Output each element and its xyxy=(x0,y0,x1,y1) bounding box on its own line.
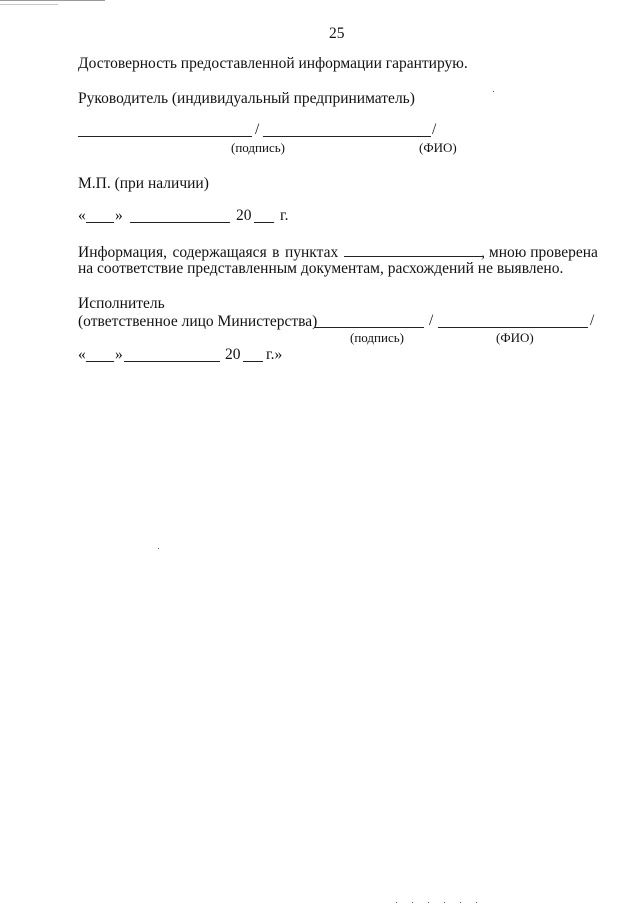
executor-date-year-line xyxy=(243,361,263,362)
executor-fio-caption: (ФИО) xyxy=(496,330,534,345)
executor-date-close-quote: » xyxy=(115,346,123,363)
executor-slash-1: / xyxy=(429,312,434,329)
info-word-4: пунктах xyxy=(284,244,339,261)
scan-speck xyxy=(158,548,159,549)
info-items-blank xyxy=(344,242,482,257)
executor-signature-caption: (подпись) xyxy=(350,330,404,345)
head-fio-line xyxy=(263,136,431,137)
executor-date-open-quote: « xyxy=(78,346,86,363)
scan-speck xyxy=(412,902,413,903)
head-signature-caption: (подпись) xyxy=(231,140,285,155)
seal-label: М.П. (при наличии) xyxy=(78,175,209,192)
guarantee-statement: Достоверность предоставленной информации гарантирую. xyxy=(78,55,468,72)
executor-label: Исполнитель xyxy=(78,295,165,312)
head-signature-line xyxy=(78,136,252,137)
executor-date-year-prefix: 20 xyxy=(225,346,241,363)
executor-fio-line xyxy=(438,327,588,328)
scan-speck xyxy=(428,902,429,903)
scan-speck xyxy=(444,902,445,903)
scan-speck xyxy=(396,902,397,903)
info-word-3: в xyxy=(272,244,280,261)
head-slash-2: / xyxy=(432,121,437,138)
info-paragraph-line-2: на соответствие представленным документам, расхождений не выявлено. xyxy=(78,260,564,277)
scan-edge-mark xyxy=(0,0,105,1)
page-number: 25 xyxy=(329,25,345,42)
executor-date-month-line xyxy=(124,361,220,362)
executor-slash-2: / xyxy=(590,312,595,329)
head-date-month-line xyxy=(130,222,230,223)
info-after-blank: , мною проверена xyxy=(481,244,598,261)
info-word-1: Информация, xyxy=(78,244,167,261)
head-slash-1: / xyxy=(255,121,260,138)
head-label: Руководитель (индивидуальный предприниматель) xyxy=(78,90,415,107)
info-word-2: содержащаяся xyxy=(172,244,267,261)
scan-speck xyxy=(493,91,494,92)
info-paragraph-line-1 xyxy=(78,242,598,262)
scan-edge-mark-secondary xyxy=(0,4,58,5)
executor-signature-line xyxy=(314,327,424,328)
executor-date-day-line xyxy=(86,361,114,362)
head-date-close-quote: » xyxy=(115,207,123,224)
executor-sub-label: (ответственное лицо Министерства) xyxy=(78,313,318,330)
head-date-year-suffix: г. xyxy=(280,207,289,224)
head-date-year-prefix: 20 xyxy=(236,207,252,224)
head-date-day-line xyxy=(86,222,114,223)
scan-speck xyxy=(476,902,477,903)
scan-speck xyxy=(460,902,461,903)
executor-date-year-suffix: г.» xyxy=(266,346,283,363)
head-date-open-quote: « xyxy=(78,207,86,224)
head-fio-caption: (ФИО) xyxy=(419,140,457,155)
head-date-year-line xyxy=(254,222,274,223)
